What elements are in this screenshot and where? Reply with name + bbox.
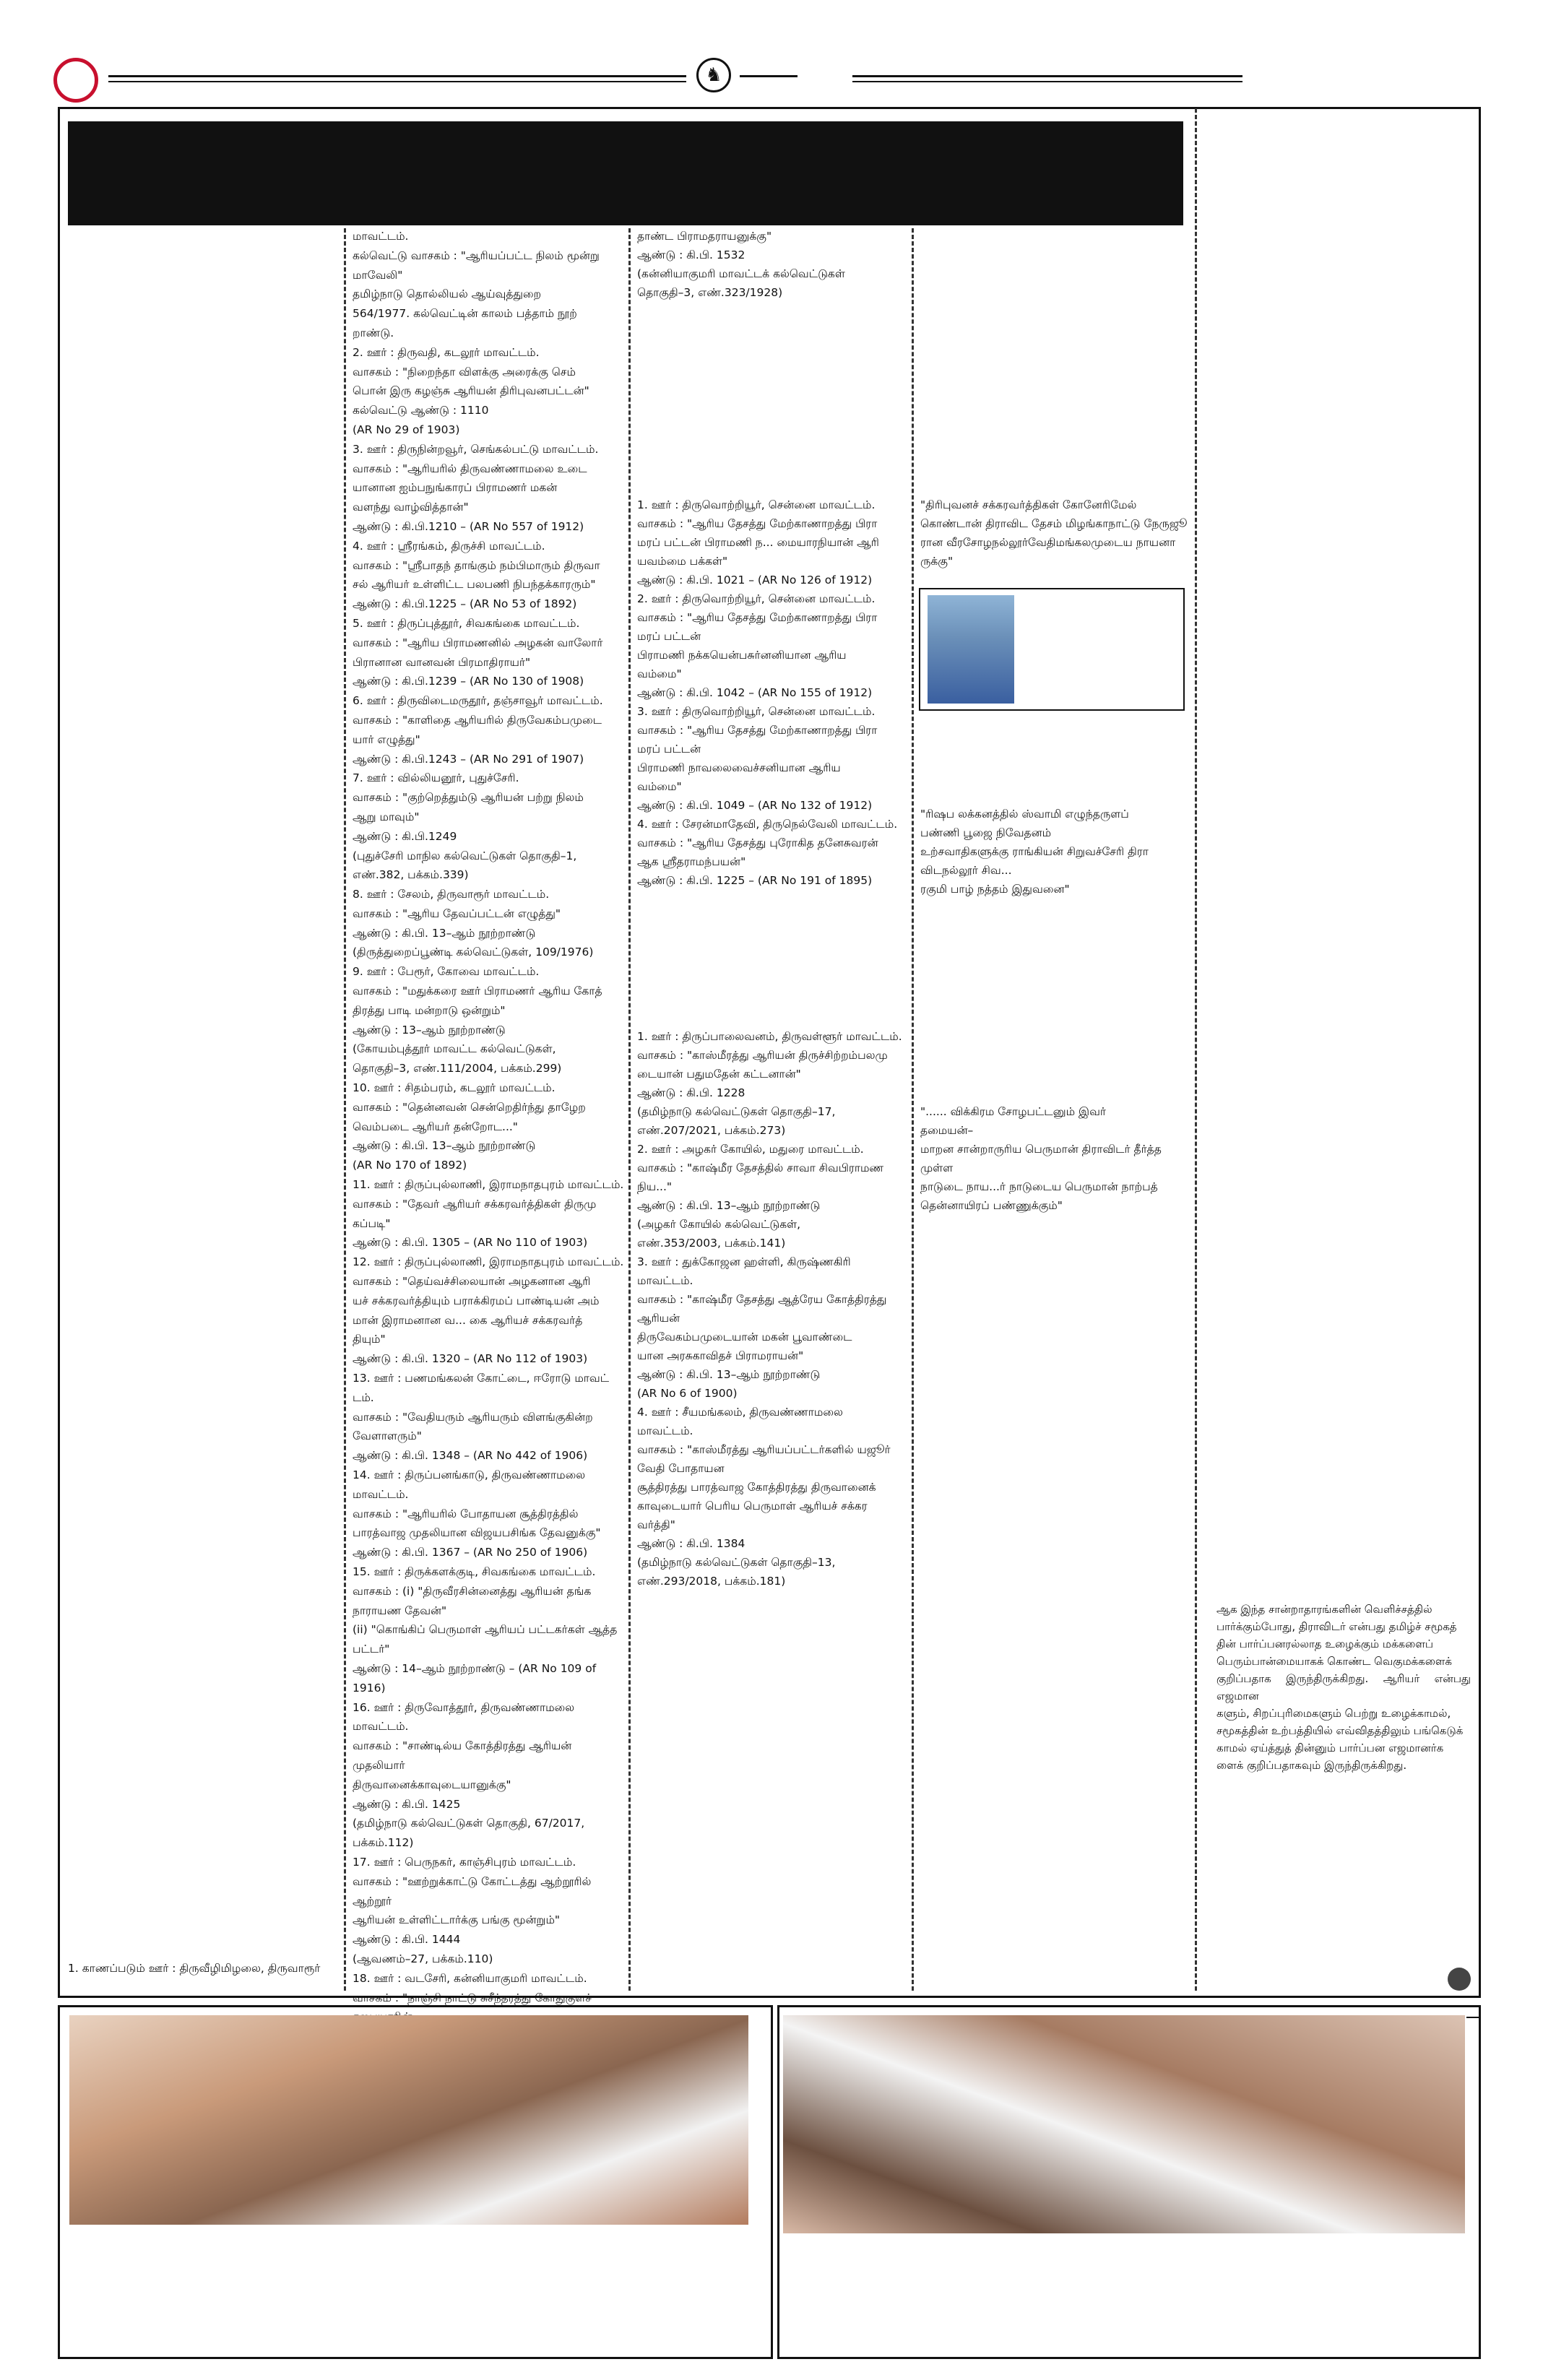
text-line: நிய..." <box>637 1180 673 1193</box>
text-line: ரகுமி பாழ் நத்தம் இதுவனை" <box>920 883 1070 896</box>
header-rule-left <box>108 75 686 77</box>
column-3-block-1 <box>637 227 907 302</box>
column-divider-3 <box>912 228 914 1991</box>
text-line: பிராமணி நக்கயென்பசுர்னனியான ஆரிய <box>637 649 847 662</box>
column-4-quote-3 <box>920 1102 1190 1215</box>
text-line: (தமிழ்நாடு கல்வெட்டுகள் தொகுதி, 67/2017, <box>353 1817 585 1830</box>
text-line: யார் எழுத்து" <box>353 732 420 746</box>
text-line: 18. ஊர் : வடசேரி, கன்னியாகுமரி மாவட்டம். <box>353 1971 587 1985</box>
text-line: 1916) <box>353 1681 386 1695</box>
text-line: பக்கம்.112) <box>353 1836 414 1850</box>
text-line: ஆண்டு : கி.பி. 1532 <box>637 248 745 261</box>
text-line: வாசகம் : "காளிதை ஆரியரில் திருவேகம்பமுடை <box>353 713 602 727</box>
text-line: ஆரியன் உள்ளிட்டார்க்கு பங்கு மூன்றும்" <box>353 1913 561 1927</box>
author-photo <box>928 595 1014 704</box>
headline-banner <box>68 121 1183 225</box>
text-line: வம்மை" <box>637 667 682 680</box>
text-line: றாண்டு. <box>353 326 394 339</box>
text-line: யான அரசுகாவிதச் பிராமராயன்" <box>637 1349 804 1362</box>
text-line: பாரத்வாஜ முதலியான விஜயபசிங்க தேவனுக்கு" <box>353 1526 601 1540</box>
text-line: ஆரியன் <box>637 1312 680 1325</box>
text-line: குறிப்பதாக இருந்திருக்கிறது. ஆரியர் என்பது எஜமான <box>1216 1672 1471 1702</box>
text-line: வேதி போதாயன <box>637 1462 725 1475</box>
text-line: 2. ஊர் : திருவொற்றியூர், சென்னை மாவட்டம். <box>637 592 876 605</box>
column-divider-2 <box>628 228 631 1991</box>
text-line: எண்.382, பக்கம்.339) <box>353 868 469 882</box>
text-line: விடநல்லூர் சிவ... <box>920 864 1012 877</box>
text-line: வாசகம் : "மதுக்கரை ஊர் பிராமணர் ஆரிய கோத் <box>353 985 602 998</box>
text-line: வளந்து வாழ்வித்தான்" <box>353 501 469 514</box>
text-line: பெரும்பான்மையாகக் கொண்ட வெகுமக்களைக் <box>1216 1655 1453 1668</box>
text-line: தாண்ட பிராமதராயனுக்கு" <box>637 230 772 243</box>
text-line: (புதுச்சேரி மாநில கல்வெட்டுகள் தொகுதி–1, <box>353 849 577 862</box>
text-line: 4. ஊர் : சீயமங்கலம், திருவண்ணாமலை <box>637 1406 843 1419</box>
header-rule-right-thin <box>852 81 1242 82</box>
text-line: பட்டர்" <box>353 1643 390 1656</box>
column-4-quote-1 <box>920 496 1190 571</box>
text-line: (அழகர் கோயில் கல்வெட்டுகள், <box>637 1218 801 1231</box>
column-divider-4 <box>1195 108 1197 1991</box>
text-line: ஆண்டு : கி.பி. 13–ஆம் நூற்றாண்டு <box>637 1368 821 1381</box>
text-line: சல் ஆரியர் உள்ளிட்ட பலபணி நிபந்தக்காரரும்" <box>353 578 596 592</box>
text-line: 3. ஊர் : திருவொற்றியூர், சென்னை மாவட்டம். <box>637 705 876 718</box>
text-line: (AR No 170 of 1892) <box>353 1159 467 1172</box>
text-line: பிரானான வானவன் பிரமாதிராயர்" <box>353 655 531 669</box>
text-line: வர்த்தி" <box>637 1518 675 1531</box>
text-line: எண்.353/2003, பக்கம்.141) <box>637 1237 786 1250</box>
text-line: தியும்" <box>353 1333 386 1346</box>
text-line: எண்.293/2018, பக்கம்.181) <box>637 1575 786 1588</box>
column-3-block-2 <box>637 496 907 890</box>
text-line: 7. ஊர் : வில்லியனூர், புதுச்சேரி. <box>353 771 519 785</box>
text-line: யவம்மை பக்கள்" <box>637 555 728 568</box>
text-line: வாசகம் : "காஷ்மீர தேசத்து ஆத்ரேய கோத்திரத்து <box>637 1293 887 1306</box>
text-line: காமல் ஏய்த்துத் தின்னும் பார்ப்பன எஜமானர்க <box>1216 1741 1444 1754</box>
text-line: ஆண்டு : கி.பி. 1228 <box>637 1086 745 1099</box>
text-line: ஆண்டு : கி.பி.1243 – (AR No 291 of 1907) <box>353 752 584 766</box>
text-line: நாடுடை நாய...ர் நாடுடைய பெருமான் நாற்பத் <box>920 1180 1158 1193</box>
text-line: வாசகம் : "காஸ்மீரத்து ஆரியப்பட்டர்களில் யஜூர் <box>637 1443 891 1456</box>
text-line: 1. ஊர் : திருவொற்றியூர், சென்னை மாவட்டம். <box>637 498 876 511</box>
text-line: ருக்கு" <box>920 555 954 568</box>
text-line: வாசகம் : "ஸ்ரீபாதந் தாங்கும் நம்பிமாரும் திருவா <box>353 558 600 572</box>
text-line: ஆண்டு : கி.பி. 1021 – (AR No 126 of 1912) <box>637 574 873 587</box>
text-line: வாசகம் : "நாஞ்சி நாட்டு சுசீந்தரத்து கோதுகுளச் <box>353 1991 592 2004</box>
text-line: மாவட்டம். <box>353 1487 409 1501</box>
text-line: ஆண்டு : கி.பி. 1042 – (AR No 155 of 1912) <box>637 686 873 699</box>
text-line: கப்படி" <box>353 1216 391 1230</box>
text-line: 1. காணப்படும் ஊர் : திருவீழிமிழலை, திருவாரூர் <box>68 1962 321 1975</box>
text-line: 9. ஊர் : பேரூர், கோவை மாவட்டம். <box>353 965 540 979</box>
text-line: பிராமணி நாவலைவைச்சனியான ஆரிய <box>637 761 841 774</box>
text-line: கொண்டான் திராவிட தேசம் மிழங்காநாட்டு நேருஜூ <box>920 517 1188 530</box>
text-line: வாசகம் : "தென்னவன் சென்றெதிர்ந்து தாழேற <box>353 1100 586 1114</box>
text-line: "...... விக்கிரம சோழபட்டனும் இவர் <box>920 1105 1107 1118</box>
text-line: மாவேலி" <box>353 268 403 282</box>
text-line: பண்ணி பூஜை நிவேதனம் <box>920 826 1052 839</box>
text-line: ஆண்டு : 13–ஆம் நூற்றாண்டு <box>353 1023 506 1037</box>
text-line: வாசகம் : "சாண்டில்ய கோத்திரத்து ஆரியன் <box>353 1739 572 1753</box>
text-line: காவுடையார் பெரிய பெருமாள் ஆரியச் சக்கர <box>637 1500 868 1513</box>
text-line: மாவட்டம். <box>353 1720 409 1734</box>
text-line: (கன்னியாகுமரி மாவட்டக் கல்வெட்டுகள் <box>637 267 845 280</box>
text-line: (ஆவணம்–27, பக்கம்.110) <box>353 1952 493 1965</box>
text-line: டையான் பதுமதேன் கட்டனான்" <box>637 1068 801 1081</box>
text-line: ஆண்டு : கி.பி.1249 <box>353 829 457 843</box>
text-line: (AR No 29 of 1903) <box>353 423 460 436</box>
elephant-emblem-icon: ♞ <box>696 58 731 92</box>
text-line: மாவட்டம். <box>637 1424 693 1437</box>
text-line: தமையன்– <box>920 1124 974 1137</box>
text-line: வாசகம் : "ஆரியரில் போதாயன சூத்திரத்தில் <box>353 1507 579 1520</box>
text-line: 14. ஊர் : திருப்பனங்காடு, திருவண்ணாமலை <box>353 1468 586 1481</box>
text-line: 3. ஊர் : துக்கோஜன ஹள்ளி, கிருஷ்ணகிரி <box>637 1255 851 1268</box>
text-line: 4. ஊர் : ஸ்ரீரங்கம், திருச்சி மாவட்டம். <box>353 539 545 553</box>
text-line: (AR No 6 of 1900) <box>637 1387 738 1400</box>
column-5-conclusion <box>1216 1601 1471 1774</box>
text-line: வாசகம் : "தேவர் ஆரியர் சக்கரவர்த்திகள் திருமு <box>353 1197 597 1211</box>
text-line: 1. ஊர் : திருப்பாலைவனம், திருவள்ளூர் மாவட்டம். <box>637 1030 902 1043</box>
text-line: (தமிழ்நாடு கல்வெட்டுகள் தொகுதி–13, <box>637 1556 836 1569</box>
text-line: வாசகம் : "குற்றெத்தும்டு ஆரியன் பற்று நிலம் <box>353 791 584 805</box>
photo-caption-rule <box>1466 2017 1479 2018</box>
text-line: வாசகம் : "ஆரிய தேவப்பட்டன் எழுத்து" <box>353 906 561 920</box>
text-line: ளைக் குறிப்பதாகவும் இருந்திருக்கிறது. <box>1216 1759 1407 1772</box>
text-line: திருவானைக்காவுடையானுக்கு" <box>353 1778 511 1791</box>
text-line: (திருத்துறைப்பூண்டி கல்வெட்டுகள், 109/1976) <box>353 945 594 959</box>
text-line: வாசகம் : "காஷ்மீர தேசத்தில் சாவா சிவபிராமண <box>637 1161 884 1174</box>
text-line: வாசகம் : "ஆரிய பிராமணனில் அழகன் வாலோர் <box>353 636 603 649</box>
red-ring-icon <box>53 58 98 103</box>
text-line: ரான வீரசோழநல்லூர்வேதிமங்கலமுடைய நாயனா <box>920 536 1176 549</box>
text-line: வாசகம் : "காஸ்மீரத்து ஆரியன் திருச்சிற்றம்பலமு <box>637 1049 888 1062</box>
text-line: மாறன சான்றாருரிய பெருமான் திராவிடர் தீர்த்த <box>920 1143 1162 1156</box>
text-line: ஆண்டு : கி.பி. 1444 <box>353 1933 461 1947</box>
text-line: களும், சிறப்புரிமைகளும் பெற்று உழைக்காமல், <box>1216 1707 1451 1720</box>
text-line: தமிழ்நாடு தொல்லியல் ஆய்வுத்துறை <box>353 287 542 301</box>
text-line: வாசகம் : "ஊற்றுக்காட்டு கோட்டத்து ஆற்றூரில் <box>353 1874 592 1888</box>
text-line: 15. ஊர் : திருக்களக்குடி, சிவகங்கை மாவட்டம். <box>353 1565 596 1578</box>
text-line: ஆண்டு : கி.பி. 13–ஆம் நூற்றாண்டு <box>353 1139 536 1153</box>
text-line: 2. ஊர் : அழகர் கோயில், மதுரை மாவட்டம். <box>637 1143 864 1156</box>
text-line: யச் சக்கரவர்த்தியும் பராக்கிரமப் பாண்டியன் அம் <box>353 1294 600 1307</box>
text-line: வாசகம் : "தெய்வச்சிலையான் அழகனான ஆரி <box>353 1275 591 1289</box>
text-line: மரப் பட்டன் <box>637 743 701 756</box>
text-line: 10. ஊர் : சிதம்பரம், கடலூர் மாவட்டம். <box>353 1081 556 1095</box>
text-line: மாவட்டம். <box>353 230 409 243</box>
text-line: தொகுதி–3, எண்.111/2004, பக்கம்.299) <box>353 1062 562 1076</box>
header-rule-left-thin <box>108 81 686 82</box>
text-line: வாசகம் : "வேதியரும் ஆரியரும் விளங்குகின்ற <box>353 1410 593 1424</box>
text-line: ஆண்டு : கி.பி.1210 – (AR No 557 of 1912) <box>353 519 584 533</box>
text-line: ஆண்டு : கி.பி. 1049 – (AR No 132 of 1912) <box>637 799 873 812</box>
text-line: 6. ஊர் : திருவிடைமருதூர், தஞ்சாவூர் மாவட்டம். <box>353 694 603 708</box>
column-divider-1 <box>344 228 346 1991</box>
text-line: வம்மை" <box>637 780 682 793</box>
text-line: வெம்படை ஆரியர் தன்றோட..." <box>353 1120 518 1133</box>
text-line: தென்னாயிரப் பண்ணுக்கும்" <box>920 1199 1063 1212</box>
text-line: வாசகம் : "ஆரியரில் திருவண்ணாமலை உடை <box>353 462 587 475</box>
text-line: உற்சவாதிகளுக்கு ராங்கியன் சிறுவச்சேரி திரா <box>920 845 1149 858</box>
text-line: திருவேகம்பமுடையான் மகன் பூவாண்டை <box>637 1330 852 1343</box>
column-1 <box>68 1959 340 1978</box>
text-line: (கோயம்புத்தூர் மாவட்ட கல்வெட்டுகள், <box>353 1042 556 1056</box>
text-line: 2. ஊர் : திருவதி, கடலூர் மாவட்டம். <box>353 345 540 359</box>
text-line: டம். <box>353 1390 374 1404</box>
text-line: "ரிஷப லக்கனத்தில் ஸ்வாமி எழுந்தருளப் <box>920 808 1129 821</box>
text-line: ஆண்டு : கி.பி. 1367 – (AR No 250 of 1906) <box>353 1546 588 1559</box>
text-line: நாராயண தேவன்" <box>353 1604 447 1617</box>
text-line: திரத்து பாடி மன்றாடு ஒன்றும்" <box>353 1003 506 1017</box>
text-line: மாவட்டம். <box>637 1274 693 1287</box>
event-photo-right <box>783 2015 1465 2233</box>
text-line: வாசகம் : (i) "திருவீரசின்னைத்து ஆரியன் தங்க <box>353 1584 592 1598</box>
text-line: 5. ஊர் : திருப்புத்தூர், சிவகங்கை மாவட்டம். <box>353 616 580 630</box>
text-line: ஆண்டு : கி.பி. 1348 – (AR No 442 of 1906) <box>353 1449 588 1463</box>
bullet-dot-icon <box>1448 1968 1471 1991</box>
text-line: தொகுதி–3, எண்.323/1928) <box>637 286 783 299</box>
text-line: வாசகம் : "நிறைந்தா விளக்கு அரைக்கு செம் <box>353 365 576 378</box>
text-line: ஆண்டு : கி.பி. 1384 <box>637 1537 745 1550</box>
text-line: 16. ஊர் : திருவோத்தூர், திருவண்ணாமலை <box>353 1700 575 1714</box>
text-line: தின் பார்ப்பனரல்லாத உழைக்கும் மக்களைப் <box>1216 1637 1434 1650</box>
text-line: ஆற்றூர் <box>353 1894 392 1908</box>
header-rule-mid <box>740 75 798 77</box>
text-line: கல்வெட்டு ஆண்டு : 1110 <box>353 404 489 417</box>
text-line: ஆண்டு : கி.பி. 1425 <box>353 1797 461 1811</box>
text-line: வேளாளரும்" <box>353 1429 422 1443</box>
text-line: ஆக இந்த சான்றாதாரங்களின் வெளிச்சத்தில் <box>1216 1603 1432 1616</box>
text-line: ஆண்டு : கி.பி. 13–ஆம் நூற்றாண்டு <box>637 1199 821 1212</box>
text-line: வாசகம் : "ஆரிய தேசத்து மேற்காணாறத்து பிரா <box>637 724 878 737</box>
event-photo-left <box>69 2015 748 2225</box>
text-line: ஆண்டு : கி.பி. 1320 – (AR No 112 of 1903) <box>353 1352 588 1366</box>
text-line: மான் இராமனான வ... கை ஆரியச் சக்கரவர்த் <box>353 1313 583 1327</box>
text-line: கல்வெட்டு வாசகம் : "ஆரியப்பட்ட நிலம் மூன்று <box>353 248 600 262</box>
text-line: 11. ஊர் : திருப்புல்லாணி, இராமநாதபுரம் மாவட்டம். <box>353 1178 624 1192</box>
text-line: 17. ஊர் : பெருநகர், காஞ்சிபுரம் மாவட்டம். <box>353 1855 576 1869</box>
text-line: பொன் இரு கழஞ்சு ஆரியன் திரிபுவனபட்டன்" <box>353 384 589 398</box>
text-line: ஆண்டு : கி.பி.1239 – (AR No 130 of 1908) <box>353 675 584 688</box>
text-line: 12. ஊர் : திருப்புல்லாணி, இராமநாதபுரம் மாவட்டம். <box>353 1255 624 1269</box>
text-line: "திரிபுவனச் சக்கரவர்த்திகள் கோனேரிமேல் <box>920 498 1137 511</box>
text-line: 564/1977. கல்வெட்டின் காலம் பத்தாம் நூற் <box>353 307 577 321</box>
text-line: ஆண்டு : கி.பி.1225 – (AR No 53 of 1892) <box>353 597 577 611</box>
text-line: 13. ஊர் : பணமங்கலன் கோட்டை, ஈரோடு மாவட் <box>353 1372 610 1385</box>
text-line: மரப் பட்டன் <box>637 630 701 643</box>
column-2-inscriptions <box>353 227 624 2046</box>
text-line: வாசகம் : "ஆரிய தேசத்து மேற்காணாறத்து பிரா <box>637 517 878 530</box>
text-line: சூத்திரத்து பாரத்வாஜ கோத்திரத்து திருவானைக் <box>637 1481 876 1494</box>
text-line: ஆண்டு : கி.பி. 1305 – (AR No 110 of 1903) <box>353 1236 588 1250</box>
column-4-quote-2 <box>920 805 1190 899</box>
text-line: முள்ள <box>920 1161 954 1174</box>
text-line: 8. ஊர் : சேலம், திருவாரூர் மாவட்டம். <box>353 888 550 901</box>
text-line: ஆண்டு : 14–ஆம் நூற்றாண்டு – (AR No 109 of <box>353 1661 597 1675</box>
text-line: சமூகத்தின் உற்பத்தியில் எவ்விதத்திலும் பங்கெடுக் <box>1216 1724 1464 1737</box>
text-line: ஆண்டு : கி.பி. 1225 – (AR No 191 of 1895) <box>637 874 873 887</box>
text-line: ஆக ஸ்ரீதராமந்பயன்" <box>637 855 746 868</box>
text-line: யானான ஐம்பநுங்காரப் பிராமணர் மகன் <box>353 481 558 495</box>
header-rule-right <box>852 75 1242 77</box>
text-line: முதலியார் <box>353 1758 405 1772</box>
text-line: 3. ஊர் : திருநின்றவூர், செங்கல்பட்டு மாவட்டம். <box>353 442 599 456</box>
text-line: மரப் பட்டன் பிராமணி ந... மையாரநியான் ஆரி <box>637 536 879 549</box>
text-line: வாசகம் : "ஆரிய தேசத்து மேற்காணாறத்து பிரா <box>637 611 878 624</box>
text-line: ஆறு மாவும்" <box>353 810 420 823</box>
text-line: எண்.207/2021, பக்கம்.273) <box>637 1124 786 1137</box>
text-line: (ii) "கொங்கிப் பெருமாள் ஆரியப் பட்டகர்கள் ஆத்த <box>353 1623 618 1637</box>
text-line: ஆண்டு : கி.பி. 13–ஆம் நூற்றாண்டு <box>353 926 536 940</box>
column-3-block-3 <box>637 1027 907 1591</box>
text-line: பார்க்கும்போது, திராவிடர் என்பது தமிழ்ச் சமூகத் <box>1216 1620 1457 1633</box>
text-line: 4. ஊர் : சேரன்மாதேவி, திருநெல்வேலி மாவட்டம். <box>637 818 898 831</box>
text-line: (தமிழ்நாடு கல்வெட்டுகள் தொகுதி–17, <box>637 1105 836 1118</box>
text-line: வாசகம் : "ஆரிய தேசத்து புரோகித தனேசுவரன் <box>637 836 878 849</box>
